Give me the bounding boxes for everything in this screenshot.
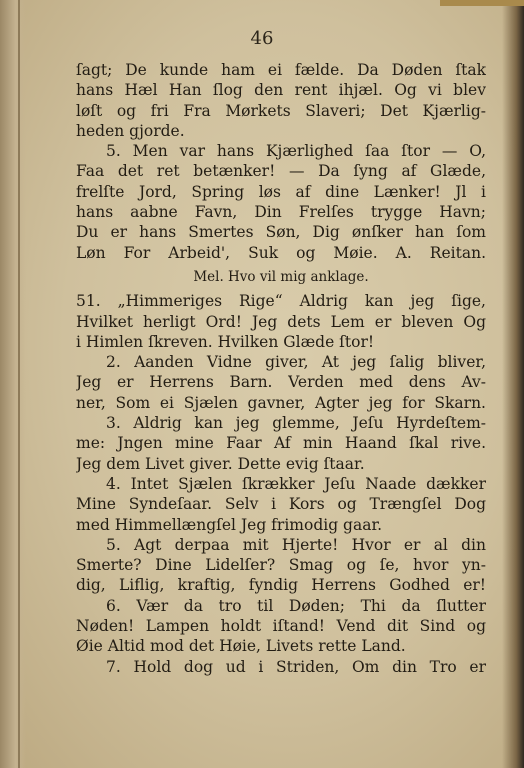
page-left-margin — [0, 0, 26, 768]
text-line: ner, Som ei Sjælen gavner, Agter jeg for Skarn. — [76, 393, 486, 412]
hymn-text — [76, 60, 486, 677]
text-line: heden gjorde. — [76, 121, 185, 140]
text-line: 4. Intet Sjælen ſkrækker Jeſu Naade dækker — [106, 474, 486, 493]
text-line: 2. Aanden Vidne giver, At jeg ſalig bliver, — [106, 353, 486, 372]
text-line: hans aabne Favn, Din Frelſes trygge Havn; — [76, 203, 486, 222]
text-line: hans Hæl Han ſlog den rent ihjæl. Og vi blev — [76, 81, 486, 100]
hymn-number-line: 51. „Himmeriges Rige“ Aldrig kan jeg ſige, — [76, 292, 486, 311]
text-line: Løn For Arbeid', Suk og Møie. A. Reitan. — [76, 243, 486, 262]
text-line: Faa det ret betænker! — Da ſyng af Glæde, — [76, 162, 486, 181]
text-line: 5. Agt derpaa mit Hjerte! Hvor er al din — [106, 535, 486, 554]
text-line: me: Jngen mine Faar Af min Haand ſkal rive. — [76, 434, 486, 453]
text-line: Du er hans Smertes Søn, Dig ønſker han ſom — [76, 223, 486, 242]
text-line: ſagt; De kunde ham ei fælde. Da Døden ſtak — [76, 61, 486, 79]
text-line: løſt og fri Fra Mørkets Slaveri; Det Kjærlig- — [76, 101, 486, 120]
text-line: frelſte Jord, Spring løs af dine Lænker! Jl i — [76, 182, 486, 201]
melody-line: Mel. Hvo vil mig anklage. — [193, 268, 369, 285]
text-line: Mine Syndeſaar. Selv i Kors og Trængſel Dog — [76, 495, 486, 514]
text-line: 5. Men var hans Kjærlighed ſaa ſtor — O, — [106, 142, 486, 161]
text-line: i Himlen ſkreven. Hvilken Glæde ſtor! — [76, 332, 375, 351]
text-line: Smerte? Dine Lidelſer? Smag og ſe, hvor yn- — [76, 556, 486, 575]
binding-strip — [440, 0, 524, 6]
text-line: 7. Hold dog ud i Striden, Om din Tro er — [106, 657, 486, 676]
page-right-shadow — [502, 0, 524, 768]
binding-line — [18, 0, 20, 768]
text-line: 3. Aldrig kan jeg glemme, Jeſu Hyrdeſtem- — [106, 414, 486, 433]
text-line: Hvilket herligt Ord! Jeg dets Lem er bleven Og — [76, 312, 486, 331]
text-line: med Himmellængſel Jeg frimodig gaar. — [76, 515, 383, 534]
text-line: dig, Liflig, kraftig, fyndig Herrens Godhed er! — [76, 576, 486, 595]
text-line: 6. Vær da tro til Døden; Thi da ſlutter — [106, 596, 486, 615]
page-number: 46 — [250, 28, 274, 49]
text-line: Jeg er Herrens Barn. Verden med dens Av- — [76, 373, 486, 392]
text-line: Øie Altid mod det Høie, Livets rette Land. — [76, 637, 406, 656]
text-line: Nøden! Lampen holdt iſtand! Vend dit Sind og — [76, 617, 486, 636]
text-line: Jeg dem Livet giver. Dette evig ſtaar. — [76, 454, 365, 473]
